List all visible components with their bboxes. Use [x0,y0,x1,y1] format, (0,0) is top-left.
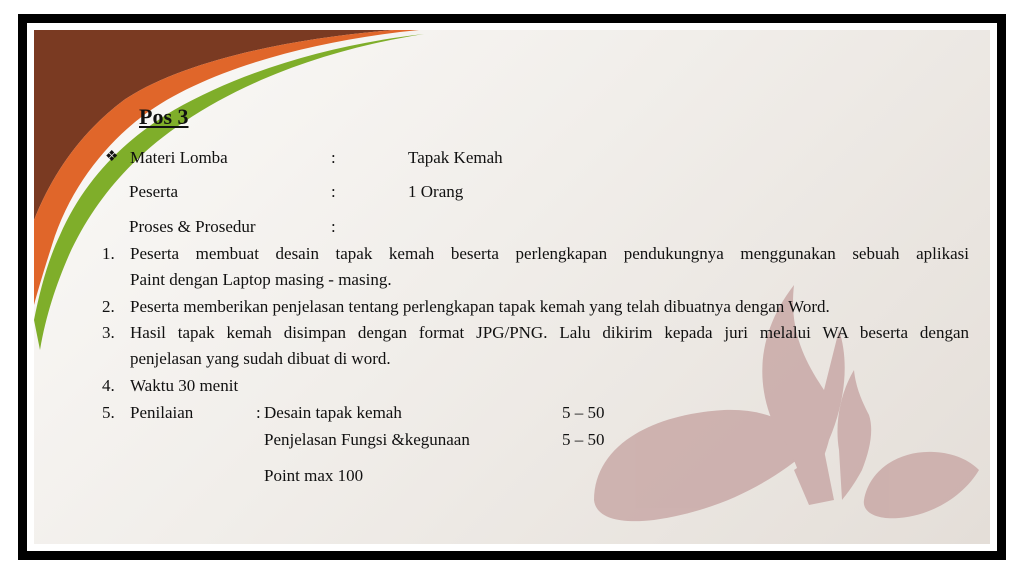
step-number: 1. [102,244,115,263]
step-text-continued: penjelasan yang sudah dibuat di word. [130,349,391,368]
field-label: Proses & Prosedur [129,217,256,236]
diamond-bullet-icon: ❖ [105,149,119,165]
step-text-continued: Paint dengan Laptop masing - masing. [130,270,392,289]
field-value: 1 Orang [408,182,464,201]
field-colon: : [331,148,336,167]
scoring-item-label: Penjelasan Fungsi &kegunaan [264,430,470,449]
step-text: Peserta membuat desain tapak kemah beserta perlengkapan pendukungnya menggunakan sebuah aplikasi [130,244,969,263]
field-label: Peserta [129,182,179,201]
step-number: 3. [102,323,115,342]
scoring-max: Point max 100 [264,466,364,485]
step-number: 5. [102,403,115,422]
step-text: Peserta memberikan penjelasan tentang perlengkapan tapak kemah yang telah dibuatnya dengan Word. [130,297,830,316]
step-text: Penilaian [130,403,194,422]
scoring-item-range: 5 – 50 [562,430,605,449]
step-number: 4. [102,376,115,395]
step-number: 2. [102,297,115,316]
step-text: Waktu 30 menit [130,376,239,395]
field-colon: : [331,217,336,236]
page-title: Pos 3 [139,104,189,129]
field-label: Materi Lomba [130,148,228,167]
field-colon: : [331,182,336,201]
step-text: Hasil tapak kemah disimpan dengan format JPG/PNG. Lalu dikirim kepada juri melalui WA beserta dengan [130,323,969,342]
scoring-colon: : [256,403,261,422]
scoring-item-range: 5 – 50 [562,403,605,422]
field-value: Tapak Kemah [408,148,503,167]
scoring-item-label: Desain tapak kemah [264,403,402,422]
